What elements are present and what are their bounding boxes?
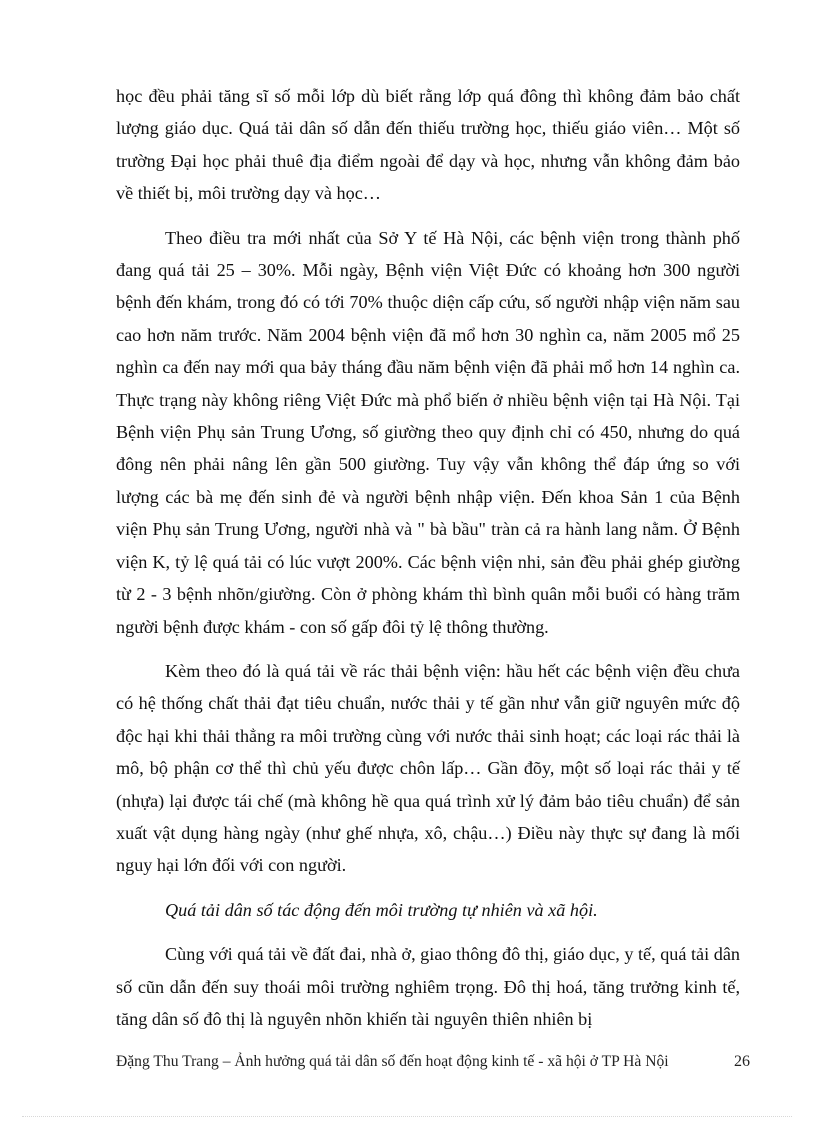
paragraph-hospitals: Theo điều tra mới nhất của Sở Y tế Hà Nội, các bệnh viện trong thành phố đang quá tải 25 – 30%. Mỗi ngày, Bệnh viện Việt Đức có khoảng hơn 300 người bệnh đến khám, trong đó có tới 70% thuộc diện cấp cứu, số người nhập viện năm sau cao hơn năm trước. Năm 2004 bệnh viện đã mổ hơn 30 nghìn ca, năm 2005 mổ 25 nghìn ca đến nay mới qua bảy tháng đầu năm bệnh viện đã phải mổ hơn 14 nghìn ca. Thực trạng này không riêng Việt Đức mà phổ biến ở nhiều bệnh viện tại Hà Nội. Tại Bệnh viện Phụ sản Trung Ương, số giường theo quy định chỉ có 450, nhưng do quá đông nên phải nâng lên gần 500 giường. Tuy vậy vẫn không thể đáp ứng so với lượng các bà mẹ đến sinh đẻ và người bệnh nhập viện. Đến khoa Sản 1 của Bệnh viện Phụ sản Trung Ương, người nhà và " bà bầu" tràn cả ra hành lang nằm. Ở Bệnh viện K, tỷ lệ quá tải có lúc vượt 200%. Các bệnh viện nhi, sản đều phải ghép giường từ 2 - 3 bệnh nhõn/giường. Còn ở phòng khám thì bình quân mỗi buổi có hàng trăm người bệnh được khám - con số gấp đôi tỷ lệ thông thường.: [116, 227, 740, 637]
paragraph-environment: Cùng với quá tải về đất đai, nhà ở, giao thông đô thị, giáo dục, y tế, quá tải dân số cũn dẫn đến suy thoái môi trường nghiêm trọng. Đô thị hoá, tăng trưởng kinh tế, tăng dân số đô thị là nguyên nhõn khiến tài nguyên thiên nhiên bị: [116, 944, 740, 1029]
footer-text: Đặng Thu Trang – Ảnh hưởng quá tải dân số đến hoạt động kinh tế - xã hội ở TP Hà Nội: [116, 1053, 669, 1070]
document-body: [116, 80, 740, 1047]
paragraph-medical-waste: Kèm theo đó là quá tải về rác thải bệnh viện: hầu hết các bệnh viện đều chưa có hệ thống chất thải đạt tiêu chuẩn, nước thải y tế gần như vẫn giữ nguyên mức độ độc hại khi thải thẳng ra môi trường cùng với nước thải sinh hoạt; các loại rác thải là mô, bộ phận cơ thể thì chủ yếu được chôn lấp… Gần đõy, một số loại rác thải y tế (nhựa) lại được tái chế (mà không hề qua quá trình xử lý đảm bảo tiêu chuẩn) để sản xuất vật dụng hàng ngày (như ghế nhựa, xô, chậu…) Điều này thực sự đang là mối nguy hại lớn đối với con người.: [116, 660, 740, 876]
page-bottom-border: [22, 1116, 792, 1117]
paragraph-education: học đều phải tăng sĩ số mỗi lớp dù biết rằng lớp quá đông thì không đảm bảo chất lượng giáo dục. Quá tải dân số dẫn đến thiếu trường học, thiếu giáo viên… Một số trường Đại học phải thuê địa điểm ngoài để dạy và học, nhưng vẫn không đảm bảo về thiết bị, môi trường dạy và học…: [116, 86, 740, 204]
section-heading: Quá tải dân số tác động đến môi trường tự nhiên và xã hội.: [165, 899, 598, 920]
page-number: 26: [734, 1053, 750, 1070]
